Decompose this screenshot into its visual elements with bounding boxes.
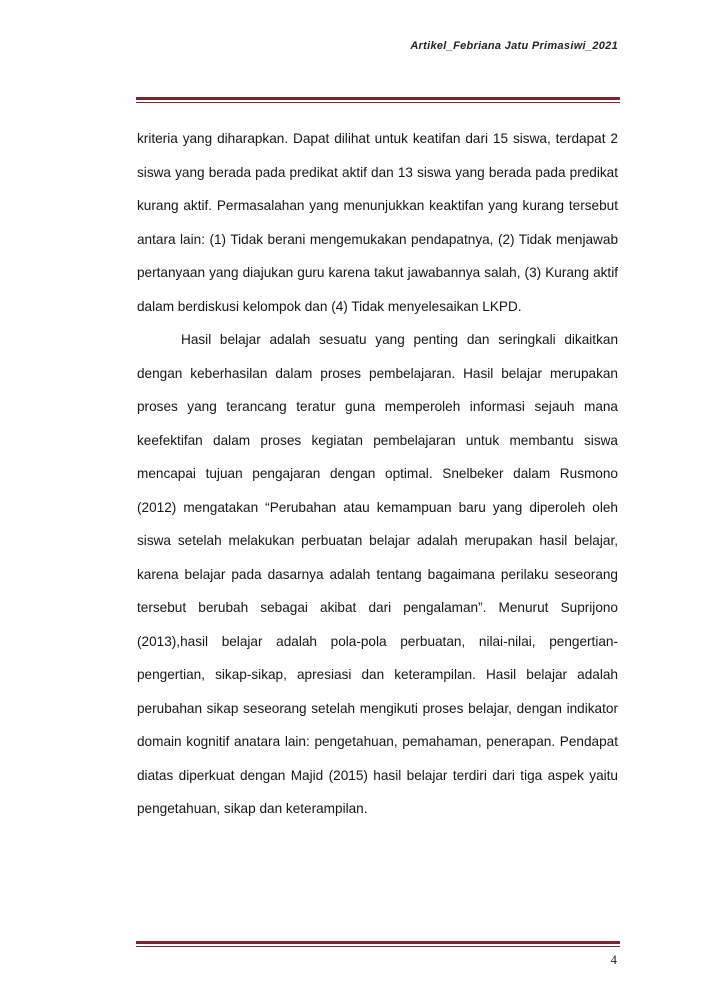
page-number: 4 [610, 952, 617, 967]
paragraph-1: kriteria yang diharapkan. Dapat dilihat untuk keatifan dari 15 siswa, terdapat 2 siswa yang berada pada predikat aktif dan 13 siswa yang berada pada predikat kurang aktif. Permasalahan yang menunjukkan keaktifan yang kurang tersebut antara lain: (1) Tidak berani mengemukakan pendapatnya, (2) Tidak menjawab pertanyaan yang diajukan guru karena takut jawabannya salah, (3) Kurang aktif dalam berdiskusi kelompok dan (4) Tidak menyelesaikan LKPD. [137, 131, 618, 314]
running-header: Artikel_Febriana Jatu Primasiwi_2021 [410, 40, 618, 52]
header-divider [136, 97, 620, 103]
footer-divider [136, 941, 620, 947]
paragraph-2: Hasil belajar adalah sesuatu yang penting dan seringkali dikaitkan dengan keberhasilan dalam proses pembelajaran. Hasil belajar merupakan proses yang terancang teratur guna memperoleh informasi sejauh mana keefektifan dalam proses kegiatan pembelajaran untuk membantu siswa mencapai tujuan pengajaran dengan optimal. Snelbeker dalam Rusmono (2012) mengatakan “Perubahan atau kemampuan baru yang diperoleh oleh siswa setelah melakukan perbuatan belajar adalah merupakan hasil belajar, karena belajar pada dasarnya adalah tentang bagaimana perilaku seseorang tersebut berubah sebagai akibat dari pengalaman”. Menurut Suprijono (2013),hasil belajar adalah pola-pola perbuatan, nilai-nilai, pengertian-pengertian, sikap-sikap, apresiasi dan keterampilan. Hasil belajar adalah perubahan sikap seseorang setelah mengikuti proses belajar, dengan indikator domain kognitif anatara lain: pengetahuan, pemahaman, penerapan. Pendapat diatas diperkuat dengan Majid (2015) hasil belajar terdiri dari tiga aspek yaitu pengetahuan, sikap dan keterampilan. [137, 332, 618, 816]
article-body [137, 122, 618, 826]
